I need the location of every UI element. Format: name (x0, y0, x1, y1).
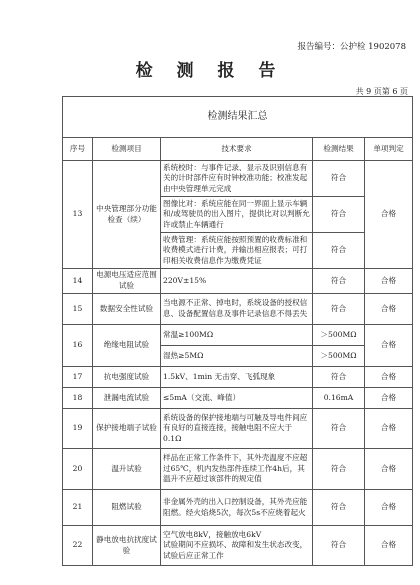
row-result: 符合 (313, 526, 365, 566)
table-row (63, 388, 413, 409)
table-row (63, 367, 413, 388)
row-item: 保护接地端子试验 (93, 409, 161, 449)
row-result: ＞500MΩ (313, 346, 365, 367)
row-req: 收费管理：系统应能按照预置的收费标准和收费模式进行计费，并输出相应报表；可打印相关收费信息作为缴费凭证 (161, 233, 313, 269)
table-row (63, 526, 413, 566)
row-req: 常温≥100MΩ (161, 325, 313, 346)
row-req: 样品在正常工作条件下，其外壳温度不应超过65℃，机内发热部件连续工作4h后，其温升不应超过该部件的规定值 (161, 449, 313, 490)
col-header-item: 检测项目 (93, 138, 161, 161)
row-result: 符合 (313, 197, 365, 233)
row-verdict: 合格 (365, 409, 413, 449)
row-result: 符合 (313, 367, 365, 388)
row-req: 系统校时：与事件记录、显示及识别信息有关的计时部件应有时钟校准功能；校准发起由中央管理单元完成 (161, 161, 313, 197)
row-no: 16 (63, 325, 93, 367)
row-result: 符合 (313, 161, 365, 197)
row-verdict: 合格 (365, 388, 413, 409)
row-req: 220V±15% (161, 269, 313, 294)
row-result: 符合 (313, 490, 365, 526)
row-no: 14 (63, 269, 93, 294)
col-header-verdict: 单项判定 (365, 138, 413, 161)
table-row (63, 449, 413, 490)
table-row (63, 294, 413, 325)
row-no: 19 (63, 409, 93, 449)
row-item: 抗电强度试验 (93, 367, 161, 388)
row-verdict: 合格 (365, 526, 413, 566)
row-item: 中央管理部分功能检查（续） (93, 161, 161, 269)
row-no: 18 (63, 388, 93, 409)
row-item: 数据安全性试验 (93, 294, 161, 325)
row-item: 绝缘电阻试验 (93, 325, 161, 367)
row-no: 21 (63, 490, 93, 526)
row-item: 温升试验 (93, 449, 161, 490)
row-req: 湿热≥5MΩ (161, 346, 313, 367)
row-no: 22 (63, 526, 93, 566)
row-req: 非金属外壳的出入口控制设备，其外壳应能阻燃。经火焰烧5次，每次5s不应烧着起火 (161, 490, 313, 526)
table-row (63, 325, 413, 346)
row-req: ≤5mA（交流、峰值） (161, 388, 313, 409)
row-no: 17 (63, 367, 93, 388)
row-no: 15 (63, 294, 93, 325)
row-item: 泄漏电流试验 (93, 388, 161, 409)
row-verdict: 合格 (365, 294, 413, 325)
table-row (63, 490, 413, 526)
row-verdict: 合格 (365, 269, 413, 294)
row-result: 0.16mA (313, 388, 365, 409)
table-title: 检测结果汇总 (63, 97, 413, 138)
row-no: 20 (63, 449, 93, 490)
table-header-row (63, 138, 413, 161)
col-header-no: 序号 (63, 138, 93, 161)
row-result: 符合 (313, 233, 365, 269)
row-verdict: 合格 (365, 367, 413, 388)
table-row (63, 269, 413, 294)
row-result: 符合 (313, 449, 365, 490)
row-verdict: 合格 (365, 449, 413, 490)
row-req: 空气放电8kV，接触放电6kV 试验期间不应损坏、故障和发生状态改变，试验后应正常工作 (161, 526, 313, 566)
col-header-result: 检测结果 (313, 138, 365, 161)
row-verdict: 合格 (365, 161, 413, 269)
row-result: ＞500MΩ (313, 325, 365, 346)
row-verdict: 合格 (365, 325, 413, 367)
row-req: 系统设备的保护接地端与可触及导电件间应有良好的直接连接，接触电阻不应大于0.1Ω (161, 409, 313, 449)
table-row (63, 161, 413, 197)
row-result: 符合 (313, 269, 365, 294)
col-header-req: 技术要求 (161, 138, 313, 161)
row-result: 符合 (313, 294, 365, 325)
report-number: 报告编号：公护检 1902078 (297, 42, 406, 52)
row-item: 静电放电抗扰度试验 (93, 526, 161, 566)
table-row (63, 409, 413, 449)
row-result: 符合 (313, 409, 365, 449)
row-req: 当电源不正常、掉电时，系统设备的授权信息、设备配置信息及事件记录信息不得丢失 (161, 294, 313, 325)
row-req: 1.5kV、1min 无击穿、飞弧现象 (161, 367, 313, 388)
row-item: 阻燃试验 (93, 490, 161, 526)
report-title: 检 测 报 告 (135, 61, 285, 81)
row-verdict: 合格 (365, 490, 413, 526)
row-item: 电源电压适应范围试验 (93, 269, 161, 294)
row-no: 13 (63, 161, 93, 269)
results-table (62, 96, 413, 566)
page-info: 共 9 页第 6 页 (355, 87, 408, 96)
row-req: 图像比对：系统应能在同一界面上显示车辆和/或驾驶员的出入图片，提供比对以判断允许或禁止车辆通行 (161, 197, 313, 233)
results-table-wrapper (62, 96, 412, 566)
